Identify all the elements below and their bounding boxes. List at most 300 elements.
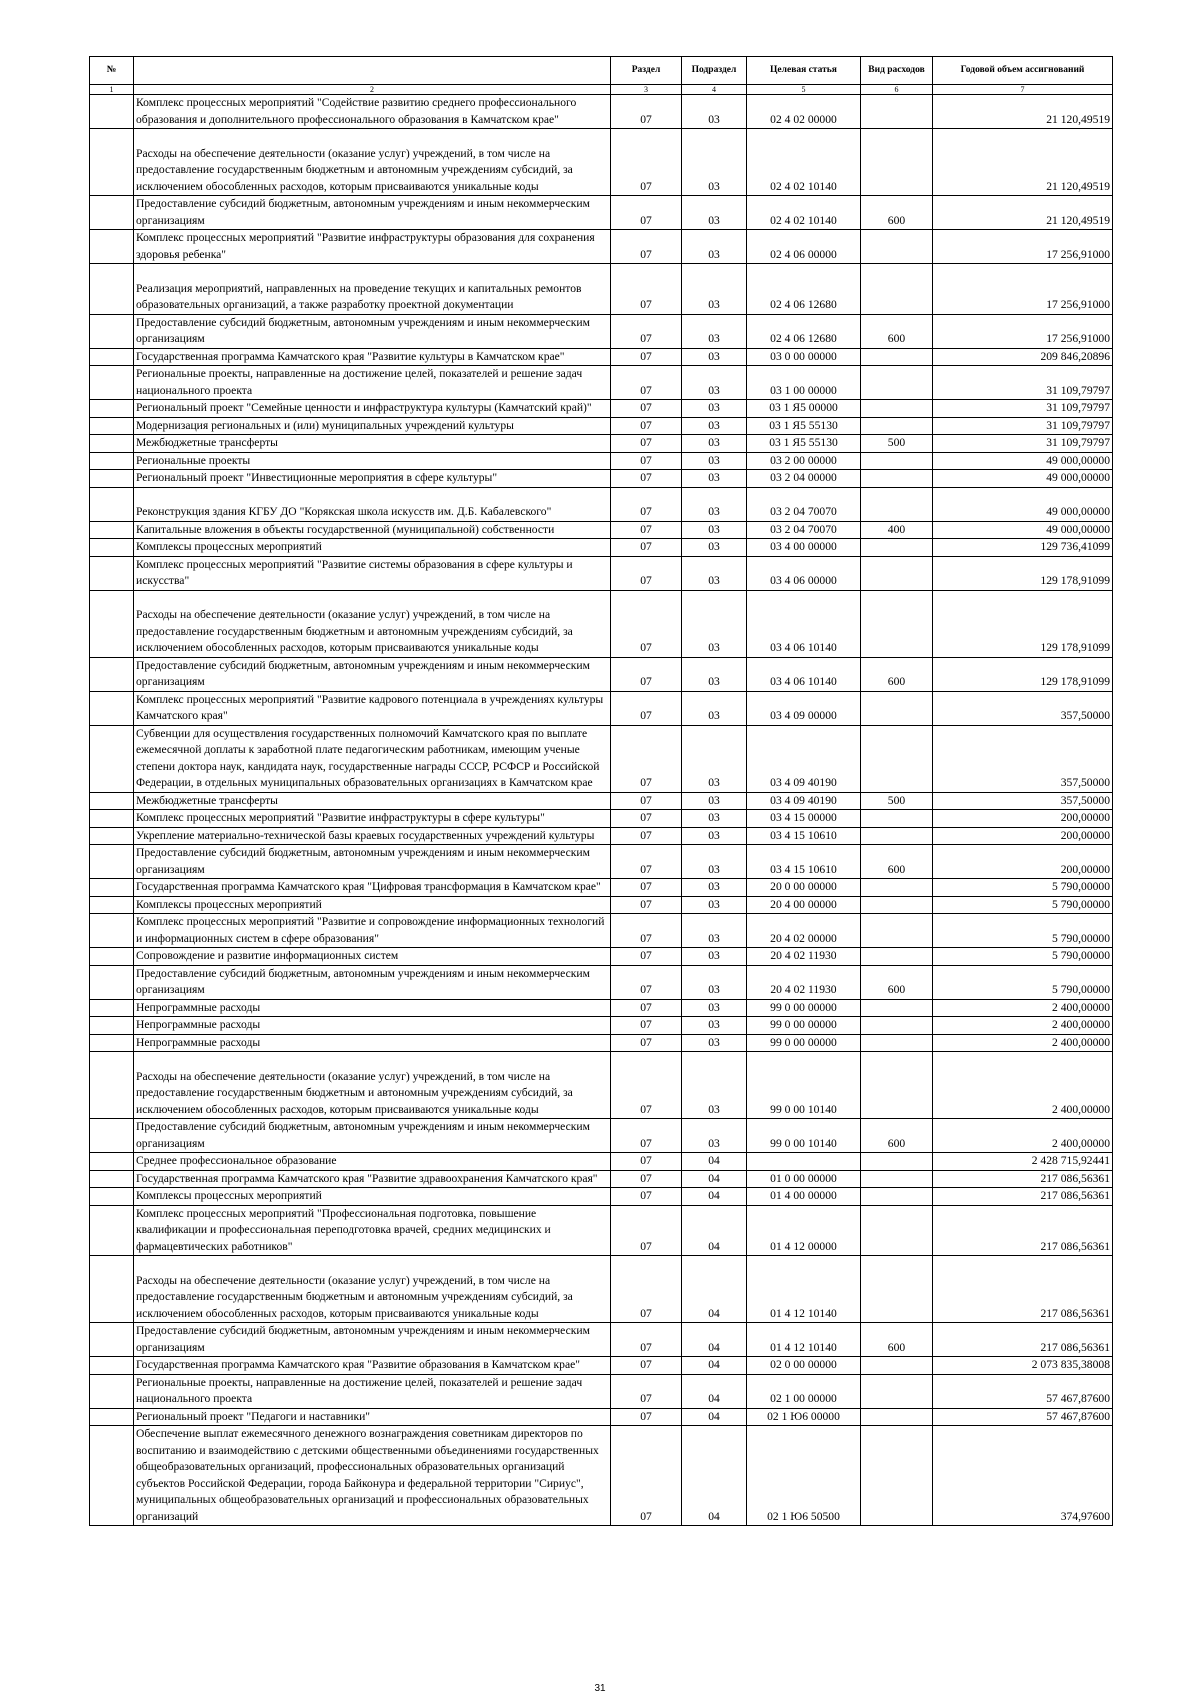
row-name-cell: Непрограммные расходы (134, 999, 611, 1017)
row-podrazdel-cell: 04 (682, 1426, 747, 1526)
row-name-cell: Региональный проект "Семейные ценности и инфраструктура культуры (Камчатский край)" (134, 400, 611, 418)
row-article-cell: 02 1 00 00000 (747, 1374, 861, 1408)
row-article-cell: 03 0 00 00000 (747, 348, 861, 366)
row-razdel-cell: 07 (611, 400, 682, 418)
row-podrazdel-cell: 03 (682, 230, 747, 264)
row-podrazdel-cell: 03 (682, 264, 747, 315)
row-article-cell: 01 0 00 00000 (747, 1170, 861, 1188)
row-amount-cell: 200,00000 (933, 827, 1113, 845)
row-razdel-cell: 07 (611, 590, 682, 657)
row-article-cell: 03 1 Я5 55130 (747, 417, 861, 435)
row-number-cell (90, 948, 134, 966)
column-number: 7 (933, 85, 1113, 95)
row-amount-cell: 57 467,87600 (933, 1408, 1113, 1426)
header-vid: Вид расходов (861, 57, 933, 85)
row-vid-cell (861, 400, 933, 418)
row-vid-cell: 600 (861, 1119, 933, 1153)
row-amount-cell: 209 846,20896 (933, 348, 1113, 366)
table-row (90, 896, 1113, 914)
row-vid-cell (861, 999, 933, 1017)
row-vid-cell: 600 (861, 314, 933, 348)
table-row (90, 914, 1113, 948)
row-name-cell: Сопровождение и развитие информационных систем (134, 948, 611, 966)
row-podrazdel-cell: 03 (682, 691, 747, 725)
row-name-cell: Комплекс процессных мероприятий "Профессиональная подготовка, повышение квалификации и профессиональная переподготовка врачей, средних медицинских и фармацевтических работников" (134, 1205, 611, 1256)
column-number: 1 (90, 85, 134, 95)
row-amount-cell: 31 109,79797 (933, 435, 1113, 453)
row-podrazdel-cell: 03 (682, 314, 747, 348)
row-number-cell (90, 1188, 134, 1206)
row-name-cell: Межбюджетные трансферты (134, 435, 611, 453)
row-name-cell: Комплекс процессных мероприятий "Развитие инфраструктуры в сфере культуры" (134, 810, 611, 828)
header-row (90, 57, 1113, 85)
table-row (90, 948, 1113, 966)
row-number-cell (90, 725, 134, 792)
row-podrazdel-cell: 03 (682, 914, 747, 948)
row-razdel-cell: 07 (611, 1188, 682, 1206)
row-article-cell: 03 4 00 00000 (747, 539, 861, 557)
row-vid-cell: 600 (861, 657, 933, 691)
row-podrazdel-cell: 03 (682, 487, 747, 521)
row-vid-cell (861, 896, 933, 914)
row-amount-cell: 17 256,91000 (933, 264, 1113, 315)
row-razdel-cell: 07 (611, 1205, 682, 1256)
row-podrazdel-cell: 03 (682, 196, 747, 230)
row-vid-cell (861, 691, 933, 725)
row-amount-cell: 200,00000 (933, 810, 1113, 828)
row-vid-cell (861, 914, 933, 948)
row-article-cell: 20 4 02 11930 (747, 948, 861, 966)
table-row (90, 691, 1113, 725)
row-number-cell (90, 999, 134, 1017)
row-vid-cell (861, 1408, 933, 1426)
row-vid-cell (861, 1034, 933, 1052)
row-vid-cell: 600 (861, 965, 933, 999)
row-podrazdel-cell: 03 (682, 896, 747, 914)
row-name-cell: Государственная программа Камчатского края "Цифровая трансформация в Камчатском крае" (134, 879, 611, 897)
row-name-cell: Государственная программа Камчатского края "Развитие культуры в Камчатском крае" (134, 348, 611, 366)
row-article-cell: 99 0 00 10140 (747, 1052, 861, 1119)
row-podrazdel-cell: 04 (682, 1153, 747, 1171)
row-number-cell (90, 521, 134, 539)
table-row (90, 965, 1113, 999)
row-vid-cell (861, 348, 933, 366)
row-amount-cell: 2 400,00000 (933, 1119, 1113, 1153)
row-podrazdel-cell: 03 (682, 965, 747, 999)
row-article-cell: 02 4 02 10140 (747, 129, 861, 196)
row-number-cell (90, 827, 134, 845)
row-article-cell: 03 2 04 70070 (747, 487, 861, 521)
row-podrazdel-cell: 04 (682, 1256, 747, 1323)
row-number-cell (90, 314, 134, 348)
row-amount-cell: 17 256,91000 (933, 314, 1113, 348)
row-name-cell: Региональные проекты, направленные на достижение целей, показателей и решение задач национального проекта (134, 1374, 611, 1408)
row-number-cell (90, 435, 134, 453)
row-podrazdel-cell: 03 (682, 556, 747, 590)
row-razdel-cell: 07 (611, 657, 682, 691)
row-razdel-cell: 07 (611, 348, 682, 366)
row-number-cell (90, 590, 134, 657)
table-row (90, 521, 1113, 539)
row-name-cell: Реализация мероприятий, направленных на проведение текущих и капитальных ремонтов образовательных организаций, а также разработку проектной документации (134, 264, 611, 315)
row-razdel-cell: 07 (611, 487, 682, 521)
row-vid-cell (861, 452, 933, 470)
row-vid-cell (861, 1357, 933, 1375)
row-razdel-cell: 07 (611, 521, 682, 539)
row-number-cell (90, 1170, 134, 1188)
row-razdel-cell: 07 (611, 435, 682, 453)
row-vid-cell (861, 1188, 933, 1206)
table-row (90, 95, 1113, 129)
row-article-cell: 02 1 Ю6 00000 (747, 1408, 861, 1426)
row-article-cell: 03 4 15 10610 (747, 845, 861, 879)
table-row (90, 470, 1113, 488)
row-podrazdel-cell: 03 (682, 999, 747, 1017)
row-amount-cell: 49 000,00000 (933, 487, 1113, 521)
row-name-cell: Региональный проект "Инвестиционные мероприятия в сфере культуры" (134, 470, 611, 488)
row-amount-cell: 2 400,00000 (933, 999, 1113, 1017)
row-razdel-cell: 07 (611, 196, 682, 230)
row-vid-cell (861, 827, 933, 845)
row-article-cell: 03 4 09 00000 (747, 691, 861, 725)
row-vid-cell (861, 1205, 933, 1256)
row-amount-cell: 5 790,00000 (933, 948, 1113, 966)
row-number-cell (90, 1357, 134, 1375)
column-number: 3 (611, 85, 682, 95)
table-row (90, 1188, 1113, 1206)
table-row (90, 999, 1113, 1017)
row-razdel-cell: 07 (611, 879, 682, 897)
row-razdel-cell: 07 (611, 417, 682, 435)
header-podrazdel: Подраздел (682, 57, 747, 85)
row-article-cell: 02 4 02 10140 (747, 196, 861, 230)
row-vid-cell (861, 1170, 933, 1188)
row-vid-cell (861, 590, 933, 657)
row-number-cell (90, 366, 134, 400)
row-number-cell (90, 1256, 134, 1323)
budget-document (89, 56, 1112, 1526)
row-name-cell: Капитальные вложения в объекты государственной (муниципальной) собственности (134, 521, 611, 539)
row-article-cell: 99 0 00 00000 (747, 1034, 861, 1052)
row-podrazdel-cell: 03 (682, 539, 747, 557)
row-amount-cell: 2 400,00000 (933, 1017, 1113, 1035)
page-number: 31 (594, 1683, 606, 1694)
row-podrazdel-cell: 03 (682, 366, 747, 400)
row-name-cell: Комплекс процессных мероприятий "Развитие инфраструктуры образования для сохранения здоровья ребенка" (134, 230, 611, 264)
row-razdel-cell: 07 (611, 539, 682, 557)
table-row (90, 879, 1113, 897)
row-vid-cell (861, 470, 933, 488)
row-article-cell: 02 4 02 00000 (747, 95, 861, 129)
row-razdel-cell: 07 (611, 1374, 682, 1408)
row-article-cell: 01 4 12 10140 (747, 1323, 861, 1357)
row-podrazdel-cell: 04 (682, 1205, 747, 1256)
row-vid-cell (861, 417, 933, 435)
row-razdel-cell: 07 (611, 314, 682, 348)
row-podrazdel-cell: 04 (682, 1408, 747, 1426)
row-podrazdel-cell: 03 (682, 95, 747, 129)
row-amount-cell: 5 790,00000 (933, 965, 1113, 999)
row-article-cell: 99 0 00 00000 (747, 1017, 861, 1035)
row-amount-cell: 31 109,79797 (933, 400, 1113, 418)
row-amount-cell: 2 400,00000 (933, 1052, 1113, 1119)
row-amount-cell: 357,50000 (933, 792, 1113, 810)
table-row (90, 487, 1113, 521)
table-row (90, 845, 1113, 879)
row-name-cell: Непрограммные расходы (134, 1017, 611, 1035)
row-number-cell (90, 1119, 134, 1153)
row-number-cell (90, 810, 134, 828)
row-article-cell: 02 1 Ю6 50500 (747, 1426, 861, 1526)
row-article-cell: 03 4 15 10610 (747, 827, 861, 845)
row-amount-cell: 31 109,79797 (933, 366, 1113, 400)
row-podrazdel-cell: 03 (682, 1119, 747, 1153)
table-row (90, 1017, 1113, 1035)
table-row (90, 810, 1113, 828)
row-amount-cell: 217 086,56361 (933, 1256, 1113, 1323)
row-vid-cell (861, 230, 933, 264)
row-amount-cell: 49 000,00000 (933, 470, 1113, 488)
row-name-cell: Государственная программа Камчатского края "Развитие здравоохранения Камчатского края" (134, 1170, 611, 1188)
row-name-cell: Расходы на обеспечение деятельности (оказание услуг) учреждений, в том числе на предоставление государственным бюджетным и автономным учреждениям субсидий, за исключением обособленных расходов, которым присваиваются уникальные коды (134, 129, 611, 196)
row-article-cell: 01 4 12 10140 (747, 1256, 861, 1323)
row-razdel-cell: 07 (611, 999, 682, 1017)
row-name-cell: Предоставление субсидий бюджетным, автономным учреждениям и иным некоммерческим организациям (134, 196, 611, 230)
row-vid-cell: 500 (861, 792, 933, 810)
row-amount-cell: 2 400,00000 (933, 1034, 1113, 1052)
row-amount-cell: 21 120,49519 (933, 196, 1113, 230)
row-number-cell (90, 470, 134, 488)
row-number-cell (90, 95, 134, 129)
row-podrazdel-cell: 03 (682, 1052, 747, 1119)
row-amount-cell: 2 428 715,92441 (933, 1153, 1113, 1171)
row-article-cell: 03 2 00 00000 (747, 452, 861, 470)
row-razdel-cell: 07 (611, 264, 682, 315)
row-vid-cell (861, 879, 933, 897)
row-number-cell (90, 914, 134, 948)
row-razdel-cell: 07 (611, 230, 682, 264)
row-name-cell: Обеспечение выплат ежемесячного денежного вознаграждения советникам директоров по воспитанию и взаимодействию с детскими общественными объединениями государственных общеобразовательных организаций, профессиональных образовательных организаций субъектов Российской Федерации, города Байконура и федеральной территории "Сириус", муниципальных общеобразовательных организаций и профессиональных образовательных организаций (134, 1426, 611, 1526)
row-podrazdel-cell: 03 (682, 879, 747, 897)
row-name-cell: Субвенции для осуществления государственных полномочий Камчатского края по выплате ежемесячной доплаты к заработной плате педагогическим работникам, имеющим ученые степени доктора наук, кандидата наук, государственные награды СССР, РСФСР и Российской Федерации, в отдельных муниципальных образовательных организациях в Камчатском крае (134, 725, 611, 792)
row-podrazdel-cell: 03 (682, 827, 747, 845)
row-podrazdel-cell: 03 (682, 348, 747, 366)
table-row (90, 417, 1113, 435)
row-amount-cell: 217 086,56361 (933, 1188, 1113, 1206)
table-row (90, 725, 1113, 792)
row-vid-cell (861, 129, 933, 196)
row-number-cell (90, 879, 134, 897)
row-article-cell: 03 1 Я5 55130 (747, 435, 861, 453)
row-name-cell: Расходы на обеспечение деятельности (оказание услуг) учреждений, в том числе на предоставление государственным бюджетным и автономным учреждениям субсидий, за исключением обособленных расходов, которым присваиваются уникальные коды (134, 1256, 611, 1323)
header-razdel: Раздел (611, 57, 682, 85)
row-article-cell: 03 4 06 00000 (747, 556, 861, 590)
row-name-cell: Расходы на обеспечение деятельности (оказание услуг) учреждений, в том числе на предоставление государственным бюджетным и автономным учреждениям субсидий, за исключением обособленных расходов, которым присваиваются уникальные коды (134, 590, 611, 657)
row-name-cell: Комплексы процессных мероприятий (134, 896, 611, 914)
row-podrazdel-cell: 03 (682, 400, 747, 418)
row-razdel-cell: 07 (611, 556, 682, 590)
row-amount-cell: 129 736,41099 (933, 539, 1113, 557)
row-name-cell: Непрограммные расходы (134, 1034, 611, 1052)
row-amount-cell: 21 120,49519 (933, 95, 1113, 129)
row-razdel-cell: 07 (611, 965, 682, 999)
row-number-cell (90, 896, 134, 914)
table-row (90, 129, 1113, 196)
row-number-cell (90, 348, 134, 366)
row-vid-cell: 600 (861, 845, 933, 879)
row-vid-cell: 500 (861, 435, 933, 453)
row-article-cell: 01 4 00 00000 (747, 1188, 861, 1206)
row-razdel-cell: 07 (611, 1153, 682, 1171)
row-vid-cell (861, 1426, 933, 1526)
row-name-cell: Комплексы процессных мероприятий (134, 1188, 611, 1206)
row-article-cell: 01 4 12 00000 (747, 1205, 861, 1256)
row-razdel-cell: 07 (611, 1119, 682, 1153)
row-podrazdel-cell: 03 (682, 792, 747, 810)
row-number-cell (90, 691, 134, 725)
row-name-cell: Комплекс процессных мероприятий "Содействие развитию среднего профессионального образования и дополнительного профессионального образования в Камчатском крае" (134, 95, 611, 129)
table-row (90, 196, 1113, 230)
row-article-cell: 20 4 02 11930 (747, 965, 861, 999)
row-number-cell (90, 845, 134, 879)
table-row (90, 539, 1113, 557)
row-article-cell: 03 2 04 00000 (747, 470, 861, 488)
row-number-cell (90, 657, 134, 691)
row-podrazdel-cell: 04 (682, 1170, 747, 1188)
row-vid-cell (861, 1153, 933, 1171)
row-article-cell: 02 4 06 12680 (747, 314, 861, 348)
table-row (90, 590, 1113, 657)
row-article-cell: 03 4 09 40190 (747, 792, 861, 810)
row-amount-cell: 129 178,91099 (933, 556, 1113, 590)
row-vid-cell (861, 725, 933, 792)
row-article-cell: 03 4 09 40190 (747, 725, 861, 792)
row-article-cell: 02 0 00 00000 (747, 1357, 861, 1375)
row-vid-cell (861, 366, 933, 400)
row-amount-cell: 5 790,00000 (933, 896, 1113, 914)
row-vid-cell (861, 264, 933, 315)
table-row (90, 1323, 1113, 1357)
row-amount-cell: 49 000,00000 (933, 521, 1113, 539)
row-name-cell: Предоставление субсидий бюджетным, автономным учреждениям и иным некоммерческим организациям (134, 1119, 611, 1153)
row-number-cell (90, 1408, 134, 1426)
row-razdel-cell: 07 (611, 1426, 682, 1526)
row-razdel-cell: 07 (611, 691, 682, 725)
table-row (90, 348, 1113, 366)
row-razdel-cell: 07 (611, 1256, 682, 1323)
row-amount-cell: 5 790,00000 (933, 879, 1113, 897)
table-row (90, 1052, 1113, 1119)
row-amount-cell: 374,97600 (933, 1426, 1113, 1526)
table-row (90, 366, 1113, 400)
row-number-cell (90, 1426, 134, 1526)
row-article-cell: 20 0 00 00000 (747, 879, 861, 897)
row-amount-cell: 2 073 835,38008 (933, 1357, 1113, 1375)
column-number: 6 (861, 85, 933, 95)
row-podrazdel-cell: 03 (682, 435, 747, 453)
row-number-cell (90, 1374, 134, 1408)
table-header (90, 57, 1113, 95)
table-row (90, 1170, 1113, 1188)
table-row (90, 1034, 1113, 1052)
row-vid-cell (861, 556, 933, 590)
row-amount-cell: 21 120,49519 (933, 129, 1113, 196)
row-vid-cell (861, 1256, 933, 1323)
row-name-cell: Межбюджетные трансферты (134, 792, 611, 810)
row-podrazdel-cell: 03 (682, 810, 747, 828)
row-name-cell: Комплекс процессных мероприятий "Развитие и сопровождение информационных технологий и информационных систем в сфере образования" (134, 914, 611, 948)
row-vid-cell (861, 1017, 933, 1035)
table-row (90, 1408, 1113, 1426)
header-number: № (90, 57, 134, 85)
row-amount-cell: 129 178,91099 (933, 590, 1113, 657)
row-razdel-cell: 07 (611, 1170, 682, 1188)
row-podrazdel-cell: 03 (682, 1034, 747, 1052)
table-row (90, 230, 1113, 264)
table-row (90, 556, 1113, 590)
column-number-row (90, 85, 1113, 95)
row-number-cell (90, 539, 134, 557)
table-row (90, 435, 1113, 453)
row-razdel-cell: 07 (611, 452, 682, 470)
row-amount-cell: 200,00000 (933, 845, 1113, 879)
row-name-cell: Региональные проекты (134, 452, 611, 470)
table-row (90, 1256, 1113, 1323)
row-podrazdel-cell: 04 (682, 1188, 747, 1206)
table-row (90, 1205, 1113, 1256)
row-name-cell: Государственная программа Камчатского края "Развитие образования в Камчатском крае" (134, 1357, 611, 1375)
row-number-cell (90, 1153, 134, 1171)
row-podrazdel-cell: 04 (682, 1374, 747, 1408)
row-number-cell (90, 1034, 134, 1052)
row-number-cell (90, 452, 134, 470)
table-row (90, 1426, 1113, 1526)
table-row (90, 792, 1113, 810)
row-name-cell: Комплексы процессных мероприятий (134, 539, 611, 557)
row-amount-cell: 49 000,00000 (933, 452, 1113, 470)
row-number-cell (90, 400, 134, 418)
table-row (90, 1374, 1113, 1408)
row-podrazdel-cell: 03 (682, 657, 747, 691)
row-vid-cell (861, 487, 933, 521)
row-vid-cell (861, 1374, 933, 1408)
row-number-cell (90, 1052, 134, 1119)
row-podrazdel-cell: 03 (682, 452, 747, 470)
row-number-cell (90, 487, 134, 521)
row-name-cell: Укрепление материально-технической базы краевых государственных учреждений культуры (134, 827, 611, 845)
row-podrazdel-cell: 04 (682, 1357, 747, 1375)
row-podrazdel-cell: 03 (682, 417, 747, 435)
table-row (90, 1357, 1113, 1375)
row-name-cell: Предоставление субсидий бюджетным, автономным учреждениям и иным некоммерческим организациям (134, 657, 611, 691)
row-number-cell (90, 417, 134, 435)
row-number-cell (90, 230, 134, 264)
row-name-cell: Региональный проект "Педагоги и наставники" (134, 1408, 611, 1426)
row-razdel-cell: 07 (611, 827, 682, 845)
row-razdel-cell: 07 (611, 1034, 682, 1052)
row-vid-cell (861, 95, 933, 129)
row-razdel-cell: 07 (611, 810, 682, 828)
row-razdel-cell: 07 (611, 914, 682, 948)
table-body (90, 95, 1113, 1526)
row-name-cell: Предоставление субсидий бюджетным, автономным учреждениям и иным некоммерческим организациям (134, 965, 611, 999)
row-number-cell (90, 792, 134, 810)
row-amount-cell: 357,50000 (933, 725, 1113, 792)
row-number-cell (90, 556, 134, 590)
row-podrazdel-cell: 03 (682, 845, 747, 879)
row-amount-cell: 31 109,79797 (933, 417, 1113, 435)
table-row (90, 264, 1113, 315)
